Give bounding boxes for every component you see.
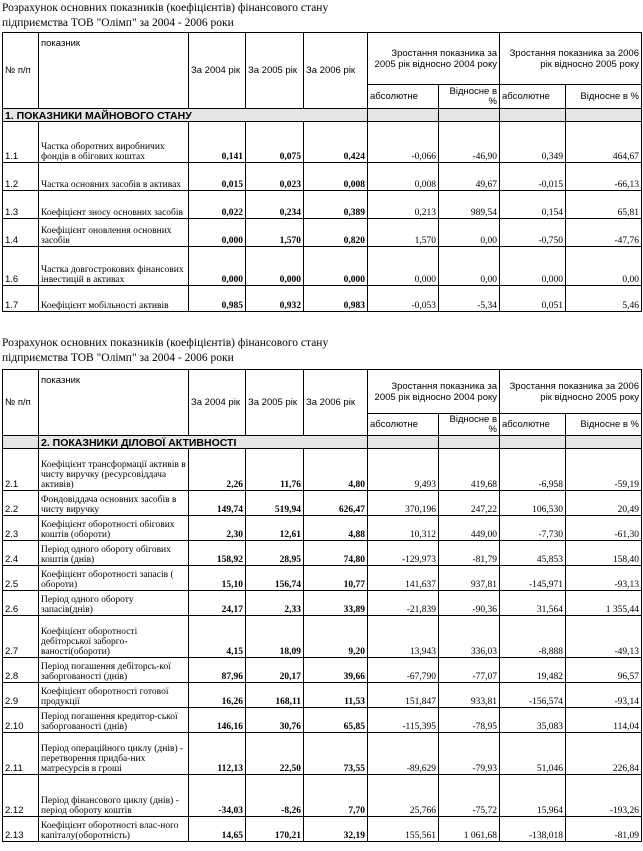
rel-change-2006: -47,76 [566, 219, 642, 247]
rel-change-2005: 937,81 [439, 566, 500, 591]
header-2006: За 2006 рік [304, 370, 368, 436]
value-2005: 28,95 [246, 541, 304, 566]
table-row [3, 491, 642, 516]
value-2004: 15,10 [189, 566, 246, 591]
header-num: № п/п [3, 33, 39, 109]
value-2006: 0,820 [304, 219, 368, 247]
abs-change-2006: -8,888 [500, 616, 566, 658]
value-2006: 0,008 [304, 163, 368, 191]
header-2005: За 2005 рік [246, 370, 304, 436]
rel-change-2006: 96,57 [566, 658, 642, 683]
table2-title-line1: Розрахунок основних показників (коефіцієнтів) фінансового стану [2, 337, 329, 349]
header-growth-2005: Зростання показника за 2005 рік відносно 2004 року [368, 370, 500, 414]
table-row [3, 775, 642, 817]
abs-change-2005: -0,066 [368, 122, 439, 163]
rel-change-2006: 114,04 [566, 708, 642, 733]
abs-change-2006: 31,564 [500, 591, 566, 616]
value-2006: 39,66 [304, 658, 368, 683]
header-rel-2: Відносне в % [566, 85, 642, 109]
table-row [3, 541, 642, 566]
rel-change-2005: -5,34 [439, 286, 500, 312]
rel-change-2006: -49,13 [566, 616, 642, 658]
table1-title-line2: підприємства ТОВ "Олімп" за 2004 - 2006 роки [2, 17, 234, 29]
row-number: 2.9 [3, 683, 39, 708]
header-indicator: показник [39, 370, 189, 436]
abs-change-2005: 25,766 [368, 775, 439, 817]
value-2005: 156,74 [246, 566, 304, 591]
rel-change-2005: 0,00 [439, 219, 500, 247]
header-2004: За 2004 рік [189, 33, 246, 109]
value-2004: 24,17 [189, 591, 246, 616]
value-2005: 11,76 [246, 449, 304, 491]
header-rel-1: Відносне в % [439, 414, 500, 436]
row-number: 2.11 [3, 733, 39, 775]
value-2004: 0,141 [189, 122, 246, 163]
value-2004: 4,15 [189, 616, 246, 658]
row-number: 1.3 [3, 191, 39, 219]
abs-change-2006: -0,750 [500, 219, 566, 247]
value-2004: 0,000 [189, 247, 246, 286]
value-2006: 4,88 [304, 516, 368, 541]
abs-change-2006: 0,154 [500, 191, 566, 219]
value-2004: 14,65 [189, 817, 246, 842]
section-cell [368, 109, 439, 122]
table-row [3, 122, 642, 163]
value-2005: 0,234 [246, 191, 304, 219]
value-2004: 87,96 [189, 658, 246, 683]
header-2004: За 2004 рік [189, 370, 246, 436]
abs-change-2005: 10,312 [368, 516, 439, 541]
value-2006: 33,89 [304, 591, 368, 616]
row-number: 1.4 [3, 219, 39, 247]
table2-title [2, 336, 328, 366]
section-cell [500, 109, 566, 122]
table-row [3, 591, 642, 616]
header-growth-2006: Зростання показника за 2006 рік відносно 2005 року [500, 370, 642, 414]
rel-change-2006: 226,84 [566, 733, 642, 775]
rel-change-2006: -193,26 [566, 775, 642, 817]
value-2004: 0,022 [189, 191, 246, 219]
row-number: 1.1 [3, 122, 39, 163]
rel-change-2005: 49,67 [439, 163, 500, 191]
table-row [3, 163, 642, 191]
value-2006: 0,389 [304, 191, 368, 219]
table-row [3, 516, 642, 541]
rel-change-2005: 419,68 [439, 449, 500, 491]
table-row [3, 817, 642, 842]
table-row [3, 683, 642, 708]
value-2004: 2,26 [189, 449, 246, 491]
row-number: 2.1 [3, 449, 39, 491]
header-num: № п/п [3, 370, 39, 436]
abs-change-2006: 45,853 [500, 541, 566, 566]
header-2005: За 2005 рік [246, 33, 304, 109]
abs-change-2005: 13,943 [368, 616, 439, 658]
value-2006: 0,000 [304, 247, 368, 286]
value-2004: 112,13 [189, 733, 246, 775]
header-abs-2: абсолютне [500, 85, 566, 109]
rel-change-2006: 158,40 [566, 541, 642, 566]
rel-change-2006: 1 355,44 [566, 591, 642, 616]
value-2004: 0,015 [189, 163, 246, 191]
value-2004: 2,30 [189, 516, 246, 541]
rel-change-2005: 989,54 [439, 191, 500, 219]
value-2005: 168,11 [246, 683, 304, 708]
rel-change-2006: 0,00 [566, 247, 642, 286]
rel-change-2005: 336,03 [439, 616, 500, 658]
abs-change-2006: -138,018 [500, 817, 566, 842]
value-2006: 11,53 [304, 683, 368, 708]
rel-change-2006: 464,67 [566, 122, 642, 163]
indicator-name: Частка довгострокових фінансових інвестицій в активах [39, 247, 189, 286]
rel-change-2005: 933,81 [439, 683, 500, 708]
table-row [3, 658, 642, 683]
abs-change-2006: -145,971 [500, 566, 566, 591]
section-cell [566, 436, 642, 449]
rel-change-2005: -90,36 [439, 591, 500, 616]
indicator-name: Період фінансового циклу (днів) - період обороту коштів [39, 775, 189, 817]
table1-title [2, 1, 328, 31]
header-rel-2: Відносне в % [566, 414, 642, 436]
abs-change-2005: -129,973 [368, 541, 439, 566]
row-number: 2.5 [3, 566, 39, 591]
row-number: 2.12 [3, 775, 39, 817]
indicator-name: Коефіцієнт оборотності запасів ( обороти) [39, 566, 189, 591]
value-2006: 7,70 [304, 775, 368, 817]
row-number: 1.7 [3, 286, 39, 312]
value-2004: 0,000 [189, 219, 246, 247]
header-abs-1: абсолютне [368, 85, 439, 109]
abs-change-2006: 0,349 [500, 122, 566, 163]
header-abs-1: абсолютне [368, 414, 439, 436]
row-number: 2.7 [3, 616, 39, 658]
rel-change-2006: -81,09 [566, 817, 642, 842]
abs-change-2005: 9,493 [368, 449, 439, 491]
value-2006: 0,983 [304, 286, 368, 312]
rel-change-2005: -75,72 [439, 775, 500, 817]
value-2006: 9,20 [304, 616, 368, 658]
row-number: 2.10 [3, 708, 39, 733]
abs-change-2006: -0,015 [500, 163, 566, 191]
abs-change-2006: 0,051 [500, 286, 566, 312]
rel-change-2006: -93,14 [566, 683, 642, 708]
rel-change-2005: 449,00 [439, 516, 500, 541]
indicator-name: Коефіцієнт мобільності активів [39, 286, 189, 312]
table-row [3, 286, 642, 312]
table-row [3, 219, 642, 247]
header-abs-2: абсолютне [500, 414, 566, 436]
section-title: 1. ПОКАЗНИКИ МАЙНОВОГО СТАНУ [3, 109, 368, 122]
value-2004: 149,74 [189, 491, 246, 516]
indicator-name: Частка основних засобів в активах [39, 163, 189, 191]
value-2006: 32,19 [304, 817, 368, 842]
row-number: 1.6 [3, 247, 39, 286]
value-2005: 0,932 [246, 286, 304, 312]
abs-change-2005: 0,213 [368, 191, 439, 219]
indicator-name: Коефіцієнт оборотності влас-ного капіталу(оборотність) [39, 817, 189, 842]
value-2005: 12,61 [246, 516, 304, 541]
indicator-name: Коефіцієнт зносу основних засобів [39, 191, 189, 219]
rel-change-2006: 5,46 [566, 286, 642, 312]
value-2004: 158,92 [189, 541, 246, 566]
abs-change-2006: 19,482 [500, 658, 566, 683]
table-row [3, 616, 642, 658]
row-number: 2.6 [3, 591, 39, 616]
abs-change-2006: 106,530 [500, 491, 566, 516]
row-number: 2.4 [3, 541, 39, 566]
row-number: 1.2 [3, 163, 39, 191]
rel-change-2005: -77,07 [439, 658, 500, 683]
abs-change-2005: 370,196 [368, 491, 439, 516]
table2 [2, 369, 642, 842]
abs-change-2005: 0,000 [368, 247, 439, 286]
abs-change-2006: 0,000 [500, 247, 566, 286]
table-row [3, 733, 642, 775]
rel-change-2006: 65,81 [566, 191, 642, 219]
indicator-name: Коефіцієнт оборотності готової продукції [39, 683, 189, 708]
header-rel-1: Відносне в % [439, 85, 500, 109]
abs-change-2006: 35,083 [500, 708, 566, 733]
value-2006: 74,80 [304, 541, 368, 566]
indicator-name: Фондовіддача основних засобів в чисту виручку [39, 491, 189, 516]
abs-change-2005: 0,008 [368, 163, 439, 191]
value-2005: -8,26 [246, 775, 304, 817]
value-2006: 73,55 [304, 733, 368, 775]
value-2004: 16,26 [189, 683, 246, 708]
value-2005: 170,21 [246, 817, 304, 842]
header-growth-2005: Зростання показника за 2005 рік відносно 2004 року [368, 33, 500, 85]
section-cell [566, 109, 642, 122]
abs-change-2005: -89,629 [368, 733, 439, 775]
rel-change-2005: 0,00 [439, 247, 500, 286]
abs-change-2005: 151,847 [368, 683, 439, 708]
value-2005: 519,94 [246, 491, 304, 516]
rel-change-2005: 247,22 [439, 491, 500, 516]
abs-change-2005: 1,570 [368, 219, 439, 247]
value-2005: 20,17 [246, 658, 304, 683]
table1-title-line1: Розрахунок основних показників (коефіцієнтів) фінансового стану [2, 2, 329, 14]
indicator-name: Період операційного циклу (днів) - перетворення придба-них матресурсів в гроші [39, 733, 189, 775]
table-row [3, 449, 642, 491]
abs-change-2005: -67,790 [368, 658, 439, 683]
rel-change-2006: -66,13 [566, 163, 642, 191]
indicator-name: Період погашення дебіторсь-кої заборгованості (днів) [39, 658, 189, 683]
value-2004: -34,03 [189, 775, 246, 817]
value-2005: 2,33 [246, 591, 304, 616]
table-row [3, 566, 642, 591]
abs-change-2005: -21,839 [368, 591, 439, 616]
value-2005: 0,075 [246, 122, 304, 163]
value-2005: 22,50 [246, 733, 304, 775]
indicator-name: Коефіцієнт оновлення основних засобів [39, 219, 189, 247]
header-indicator: показник [39, 33, 189, 109]
abs-change-2005: -0,053 [368, 286, 439, 312]
indicator-name: Коефіцієнт оборотності дебіторської заборго-ваності(обороти) [39, 616, 189, 658]
indicator-name: Період погашення кредитор-ської заборгованості (днів) [39, 708, 189, 733]
rel-change-2006: 20,49 [566, 491, 642, 516]
abs-change-2006: 51,046 [500, 733, 566, 775]
section-cell [368, 436, 439, 449]
value-2006: 4,80 [304, 449, 368, 491]
value-2005: 30,76 [246, 708, 304, 733]
row-number: 2.8 [3, 658, 39, 683]
section-cell [439, 436, 500, 449]
indicator-name: Період одного обороту запасів(днів) [39, 591, 189, 616]
rel-change-2006: -59,19 [566, 449, 642, 491]
table-row [3, 191, 642, 219]
rel-change-2005: -79,93 [439, 733, 500, 775]
value-2004: 0,985 [189, 286, 246, 312]
abs-change-2006: -7,730 [500, 516, 566, 541]
rel-change-2006: -61,30 [566, 516, 642, 541]
abs-change-2006: -6,958 [500, 449, 566, 491]
value-2005: 18,09 [246, 616, 304, 658]
table2-title-line2: підприємства ТОВ "Олімп" за 2004 - 2006 роки [2, 352, 234, 364]
indicator-name: Частка оборотних виробничих фондів в обігових коштах [39, 122, 189, 163]
rel-change-2005: -78,95 [439, 708, 500, 733]
rel-change-2005: -81,79 [439, 541, 500, 566]
section-cell [500, 436, 566, 449]
value-2006: 65,85 [304, 708, 368, 733]
value-2004: 146,16 [189, 708, 246, 733]
abs-change-2006: -156,574 [500, 683, 566, 708]
value-2005: 0,023 [246, 163, 304, 191]
header-growth-2006: Зростання показника за 2006 рік відносно 2005 року [500, 33, 642, 85]
abs-change-2005: 155,561 [368, 817, 439, 842]
abs-change-2005: -115,395 [368, 708, 439, 733]
value-2005: 1,570 [246, 219, 304, 247]
row-number: 2.3 [3, 516, 39, 541]
row-number: 2.2 [3, 491, 39, 516]
section-cell [3, 436, 39, 449]
table-row [3, 247, 642, 286]
abs-change-2005: 141,637 [368, 566, 439, 591]
value-2006: 626,47 [304, 491, 368, 516]
header-2006: За 2006 рік [304, 33, 368, 109]
indicator-name: Коефіцієнт оборотності обігових коштів (обороти) [39, 516, 189, 541]
rel-change-2005: -46,90 [439, 122, 500, 163]
value-2006: 0,424 [304, 122, 368, 163]
section-cell [439, 109, 500, 122]
table-row [3, 708, 642, 733]
value-2005: 0,000 [246, 247, 304, 286]
table1 [2, 32, 642, 312]
indicator-name: Коефіцієнт трансформації активів в чисту виручку (ресурсовіддача активів) [39, 449, 189, 491]
section-title: 2. ПОКАЗНИКИ ДІЛОВОЇ АКТИВНОСТІ [39, 436, 368, 449]
row-number: 2.13 [3, 817, 39, 842]
rel-change-2005: 1 061,68 [439, 817, 500, 842]
rel-change-2006: -93,13 [566, 566, 642, 591]
abs-change-2006: 15,964 [500, 775, 566, 817]
indicator-name: Період одного обороту обігових коштів (днів) [39, 541, 189, 566]
value-2006: 10,77 [304, 566, 368, 591]
